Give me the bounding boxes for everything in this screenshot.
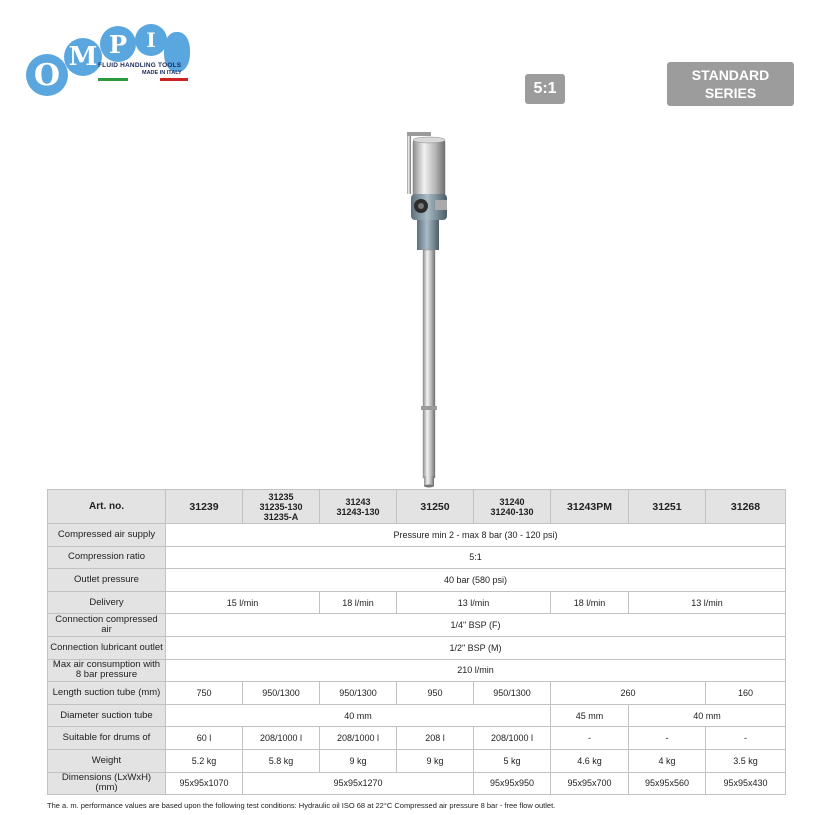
table-row bbox=[48, 636, 786, 659]
table-cell: - bbox=[551, 727, 629, 750]
pump-motor bbox=[413, 140, 445, 198]
table-cell: 95x95x950 bbox=[474, 772, 551, 795]
row-label: Weight bbox=[48, 749, 166, 772]
table-cell: 15 l/min bbox=[166, 591, 320, 614]
table-cell: 208 l bbox=[397, 727, 474, 750]
table-row bbox=[48, 569, 786, 592]
pump-handle bbox=[407, 134, 411, 194]
table-cell: 18 l/min bbox=[320, 591, 397, 614]
table-cell: 95x95x560 bbox=[629, 772, 706, 795]
table-cell: 45 mm bbox=[551, 704, 629, 727]
header-code: 31243PM bbox=[551, 490, 629, 524]
header-code: 31243 31243-130 bbox=[320, 490, 397, 524]
table-cell: 5.8 kg bbox=[243, 749, 320, 772]
table-cell: 950/1300 bbox=[320, 682, 397, 705]
row-label: Delivery bbox=[48, 591, 166, 614]
table-row bbox=[48, 591, 786, 614]
table-cell: 13 l/min bbox=[629, 591, 786, 614]
logo-letter-m: M bbox=[64, 38, 102, 76]
row-label: Length suction tube (mm) bbox=[48, 682, 166, 705]
table-row bbox=[48, 749, 786, 772]
header-code: 31240 31240-130 bbox=[474, 490, 551, 524]
table-row bbox=[48, 772, 786, 795]
table-cell: 950/1300 bbox=[243, 682, 320, 705]
table-cell: 40 mm bbox=[629, 704, 786, 727]
table-cell: - bbox=[629, 727, 706, 750]
table-cell: 208/1000 l bbox=[474, 727, 551, 750]
table-cell: 260 bbox=[551, 682, 706, 705]
spec-table bbox=[47, 489, 786, 795]
table-cell: 4.6 kg bbox=[551, 749, 629, 772]
table-cell: 5:1 bbox=[166, 546, 786, 569]
table-header-row bbox=[48, 490, 786, 524]
series-badge-line1: STANDARD bbox=[691, 67, 770, 83]
logo-letter-o: O bbox=[26, 54, 68, 96]
table-cell: 3.5 kg bbox=[706, 749, 786, 772]
series-badge bbox=[667, 62, 794, 106]
header-code: 31268 bbox=[706, 490, 786, 524]
table-row bbox=[48, 546, 786, 569]
row-label: Outlet pressure bbox=[48, 569, 166, 592]
table-cell: 95x95x700 bbox=[551, 772, 629, 795]
table-cell: 4 kg bbox=[629, 749, 706, 772]
pump-suction-tube bbox=[423, 250, 435, 478]
table-cell: 18 l/min bbox=[551, 591, 629, 614]
ompi-logo bbox=[20, 18, 190, 98]
header-code: 31250 bbox=[397, 490, 474, 524]
table-cell: 95x95x1070 bbox=[166, 772, 243, 795]
logo-flag-red bbox=[160, 78, 188, 81]
table-row bbox=[48, 682, 786, 705]
row-label: Diameter suction tube bbox=[48, 704, 166, 727]
table-cell: 9 kg bbox=[320, 749, 397, 772]
table-cell: 5 kg bbox=[474, 749, 551, 772]
table-cell: 95x95x430 bbox=[706, 772, 786, 795]
row-label: Compressed air supply bbox=[48, 524, 166, 547]
header-code: 31251 bbox=[629, 490, 706, 524]
table-cell: 208/1000 l bbox=[243, 727, 320, 750]
table-cell: 160 bbox=[706, 682, 786, 705]
table-cell: 750 bbox=[166, 682, 243, 705]
logo-letter-p: P bbox=[100, 26, 136, 62]
pump-image bbox=[395, 128, 465, 488]
footnote: The a. m. performance values are based upon the following test conditions: Hydraulic oil ISO 68 at 22°C Compressed air pressure 8 bar - free flow outlet. bbox=[47, 801, 556, 810]
header-code: 31235 31235-130 31235-A bbox=[243, 490, 320, 524]
table-row bbox=[48, 727, 786, 750]
row-label: Compression ratio bbox=[48, 546, 166, 569]
table-row bbox=[48, 524, 786, 547]
table-cell: 9 kg bbox=[397, 749, 474, 772]
table-cell: 950/1300 bbox=[474, 682, 551, 705]
table-row bbox=[48, 659, 786, 682]
table-cell: 5.2 kg bbox=[166, 749, 243, 772]
table-cell: - bbox=[706, 727, 786, 750]
table-row bbox=[48, 614, 786, 637]
table-cell: 13 l/min bbox=[397, 591, 551, 614]
table-cell: 208/1000 l bbox=[320, 727, 397, 750]
table-row bbox=[48, 704, 786, 727]
logo-letter-i: I bbox=[135, 24, 167, 56]
row-label: Suitable for drums of bbox=[48, 727, 166, 750]
table-cell: 1/4" BSP (F) bbox=[166, 614, 786, 637]
table-cell: Pressure min 2 - max 8 bar (30 - 120 psi) bbox=[166, 524, 786, 547]
row-label: Connection lubricant outlet bbox=[48, 636, 166, 659]
row-label: Max air consumption with 8 bar pressure bbox=[48, 659, 166, 682]
header-label: Art. no. bbox=[48, 490, 166, 524]
row-label: Connection compressed air bbox=[48, 614, 166, 637]
table-cell: 40 mm bbox=[166, 704, 551, 727]
table-cell: 95x95x1270 bbox=[243, 772, 474, 795]
series-badge-line2: SERIES bbox=[704, 85, 757, 101]
table-cell: 950 bbox=[397, 682, 474, 705]
logo-flag-green bbox=[98, 78, 128, 81]
row-label: Dimensions (LxWxH) (mm) bbox=[48, 772, 166, 795]
ratio-badge: 5:1 bbox=[525, 74, 565, 104]
header-code: 31239 bbox=[166, 490, 243, 524]
table-cell: 40 bar (580 psi) bbox=[166, 569, 786, 592]
table-cell: 210 l/min bbox=[166, 659, 786, 682]
logo-tagline: FLUID HANDLING TOOLS bbox=[98, 62, 182, 69]
table-cell: 60 l bbox=[166, 727, 243, 750]
logo-made-in: MADE IN ITALY bbox=[142, 70, 182, 76]
table-cell: 1/2" BSP (M) bbox=[166, 636, 786, 659]
